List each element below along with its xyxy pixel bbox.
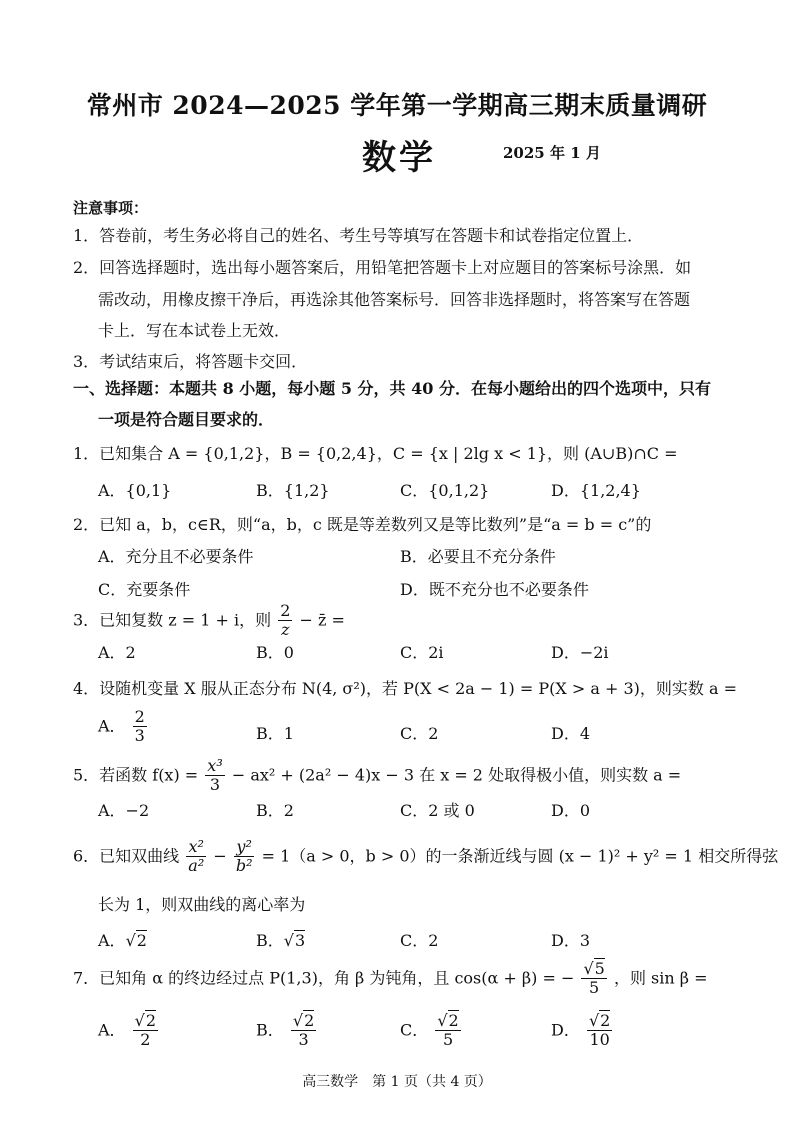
question-5-option-d: D．0 — [551, 801, 591, 820]
note-item-2-cont: 需改动，用橡皮擦干净后，再选涂其他答案标号．回答非选择题时，将答案写在答题 — [98, 290, 691, 309]
exam-title: 常州市 2024—2025 学年第一学期高三期末质量调研 — [86, 91, 708, 120]
question-6-fraction-1 — [186, 838, 206, 876]
question-7-frac-num — [581, 960, 606, 979]
question-7-a-fraction — [133, 1012, 158, 1050]
question-4-a-num: 2 — [134, 707, 145, 726]
question-1-option-d: D．{1,2,4} — [551, 481, 641, 500]
question-4-stem: 4．设随机变量 X 服从正态分布 N(4, σ²)，若 P(X < 2a − 1) = P(X > a + 3)，则实数 a = — [73, 679, 737, 698]
question-7-d-radicand: 2 — [600, 1011, 611, 1030]
sqrt-icon: √ — [283, 931, 294, 950]
notes-heading: 注意事项： — [73, 199, 149, 217]
question-7-d-num — [587, 1012, 612, 1031]
question-2-option-d: D．既不充分也不必要条件 — [400, 580, 589, 599]
sqrt-icon: √ — [292, 1011, 304, 1030]
question-7-d-label: D． — [551, 1020, 580, 1040]
question-7-frac-den: 5 — [589, 978, 600, 998]
question-3-option-a: A．2 — [98, 643, 136, 662]
question-2-option-c: C．充要条件 — [98, 580, 191, 599]
question-6-f1-den: a² — [188, 856, 205, 876]
page-footer: 高三数学 第 1 页（共 4 页） — [302, 1074, 492, 1090]
question-7-prefix: 7．已知角 α 的终边经过点 P(1,3)，角 β 为钝角，且 cos(α + β) = − — [73, 968, 575, 988]
question-6-option-c: C．2 — [400, 931, 439, 950]
question-5-suffix: − ax² + (2a² − 4)x − 3 在 x = 2 处取得极小值，则实数 a = — [231, 765, 682, 785]
question-5-fraction — [205, 757, 224, 795]
question-7-option-a — [98, 1012, 160, 1050]
question-6-b-label: B． — [256, 931, 284, 950]
question-2-option-b: B．必要且不充分条件 — [400, 547, 556, 566]
question-6-option-d: D．3 — [551, 931, 591, 950]
section-heading-cont: 一项是符合题目要求的． — [98, 410, 275, 429]
question-7-b-fraction — [291, 1012, 316, 1050]
question-5-frac-den: 3 — [209, 775, 221, 795]
question-1-option-c: C．{0,1,2} — [400, 481, 490, 500]
sqrt-icon: √ — [134, 1011, 145, 1030]
question-7-frac-radicand: 5 — [594, 959, 605, 978]
question-4-a-den: 3 — [134, 726, 145, 746]
question-1-stem: 1．已知集合 A = {0,1,2}，B = {0,2,4}，C = {x | 2lg x < 1}，则 (A∪B)∩C = — [73, 444, 678, 463]
note-item-2: 2．回答选择题时，选出每小题答案后，用铅笔把答题卡上对应题目的答案标号涂黑．如 — [73, 258, 692, 277]
question-7-fraction — [581, 960, 606, 998]
question-7-c-fraction — [435, 1012, 460, 1050]
question-6-option-b — [256, 928, 305, 951]
question-3-option-d: D．−2i — [551, 643, 609, 662]
question-1-option-b: B．{1,2} — [256, 481, 330, 500]
question-6-a-label: A． — [98, 931, 126, 950]
question-4-a-label: A． — [98, 716, 126, 736]
question-7-a-radicand: 2 — [145, 1011, 157, 1030]
question-6-option-a — [98, 928, 147, 951]
question-3-option-c: C．2i — [400, 643, 444, 662]
exam-date: 2025 年 1 月 — [503, 144, 601, 162]
question-4-option-b: B．1 — [256, 724, 294, 743]
sqrt-icon: √ — [583, 959, 594, 978]
question-7-c-label: C． — [400, 1020, 429, 1040]
question-6-a-radicand: 2 — [136, 931, 147, 950]
question-3-prefix: 3．已知复数 z = 1 + i，则 — [73, 610, 272, 630]
note-item-1: 1．答卷前，考生务必将自己的姓名、考生号等填写在答题卡和试卷指定位置上． — [73, 226, 644, 245]
question-6-fraction-2 — [234, 838, 255, 876]
question-7-option-d — [551, 1012, 614, 1050]
question-3-frac-den: z — [281, 620, 290, 640]
question-5-frac-num: x³ — [207, 756, 223, 775]
question-6-f2-num: y² — [234, 838, 255, 857]
question-7-b-radicand: 2 — [304, 1011, 315, 1030]
question-7-b-label: B． — [256, 1020, 284, 1040]
question-4-a-fraction — [133, 708, 147, 746]
question-7-stem — [73, 960, 708, 998]
question-7-option-b — [256, 1012, 318, 1050]
question-7-c-num — [435, 1012, 460, 1031]
question-5-option-a: A．−2 — [98, 801, 150, 820]
question-7-a-num — [133, 1012, 158, 1031]
question-7-b-num — [291, 1012, 316, 1031]
subject-title: 数学 — [362, 138, 436, 178]
question-7-c-radicand: 2 — [448, 1011, 459, 1030]
question-6-prefix: 6．已知双曲线 — [73, 846, 180, 866]
question-7-a-den: 2 — [140, 1030, 151, 1050]
question-5-stem — [73, 757, 681, 795]
sqrt-icon: √ — [588, 1011, 600, 1030]
question-7-option-c — [400, 1012, 463, 1050]
question-4-option-d: D．4 — [551, 724, 591, 743]
question-5-option-b: B．2 — [256, 801, 294, 820]
question-3-option-b: B．0 — [256, 643, 294, 662]
question-6-f2-den: b² — [235, 856, 253, 876]
question-2-stem: 2．已知 a，b，c∈R，则“a，b，c 既是等差数列又是等比数列”是“a = b = c”的 — [73, 515, 652, 534]
question-7-c-den: 5 — [442, 1030, 454, 1050]
question-7-suffix: ，则 sin β = — [613, 968, 708, 988]
question-4-option-c: C．2 — [400, 724, 439, 743]
question-6-minus: − — [213, 846, 227, 866]
question-4-option-a — [98, 708, 149, 746]
note-item-3: 3．考试结束后，将答题卡交回． — [73, 352, 308, 371]
question-6-b-radicand: 3 — [294, 931, 306, 950]
note-item-2-cont2: 卡上．写在本试卷上无效． — [98, 321, 291, 340]
question-5-option-c: C．2 或 0 — [400, 801, 475, 820]
question-6-f1-num: x² — [186, 838, 206, 857]
question-1-option-a: A．{0,1} — [98, 481, 172, 500]
question-2-option-a: A．充分且不必要条件 — [98, 547, 254, 566]
question-7-d-fraction — [587, 1012, 612, 1050]
sqrt-icon: √ — [125, 931, 136, 950]
question-3-fraction — [278, 602, 292, 640]
question-7-a-label: A． — [98, 1020, 126, 1040]
question-6-stem-cont: 长为 1，则双曲线的离心率为 — [98, 895, 306, 914]
question-3-stem — [73, 602, 345, 640]
sqrt-icon: √ — [437, 1011, 448, 1030]
question-3-frac-num: 2 — [280, 601, 291, 620]
question-5-prefix: 5．若函数 f(x) = — [73, 765, 199, 785]
question-6-stem — [73, 838, 778, 876]
question-6-suffix: = 1（a > 0，b > 0）的一条渐近线与圆 (x − 1)² + y² = 1 相交所得弦 — [261, 846, 779, 866]
question-7-d-den: 10 — [589, 1030, 610, 1050]
question-3-suffix: − z̄ = — [299, 610, 345, 630]
section-heading: 一、选择题：本题共 8 小题，每小题 5 分，共 40 分．在每小题给出的四个选项中，只有 — [73, 379, 711, 398]
question-7-b-den: 3 — [298, 1030, 309, 1050]
